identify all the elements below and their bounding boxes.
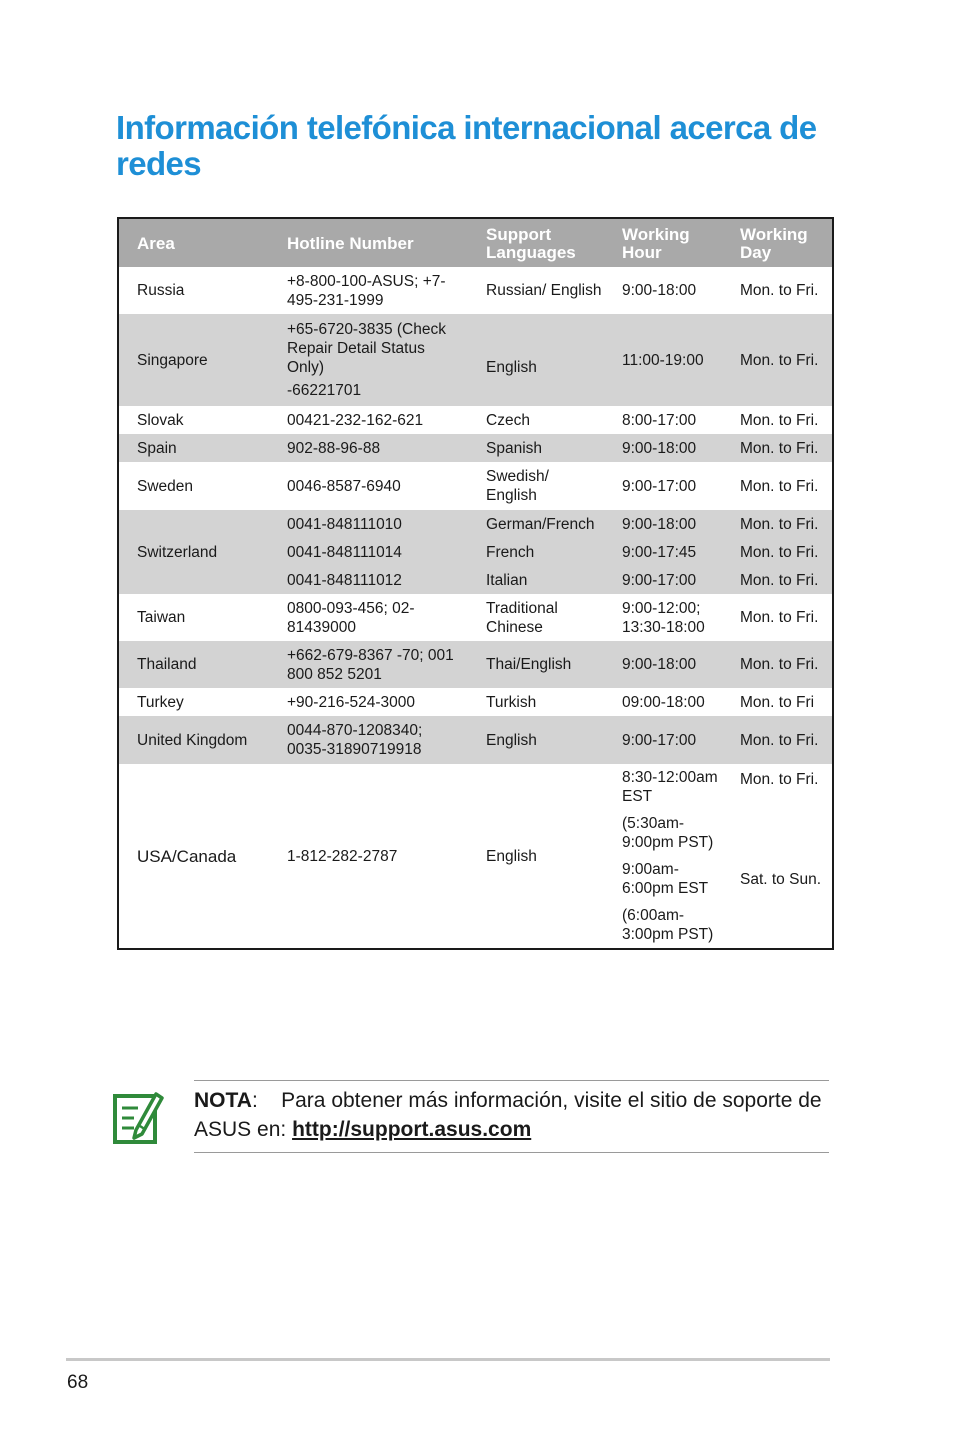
cell-hotline: 0041-848111014 bbox=[276, 538, 470, 566]
note-label: NOTA bbox=[194, 1089, 252, 1112]
cell-hotline: +90-216-524-3000 bbox=[287, 693, 415, 711]
table-row bbox=[119, 406, 832, 434]
cell-hour: 8:00-17:00 bbox=[622, 411, 697, 429]
cell-hotline: 1-812-282-2787 bbox=[287, 847, 398, 865]
cell-area: United Kingdom bbox=[119, 716, 276, 764]
note-colon: : bbox=[251, 1089, 258, 1112]
table-row bbox=[119, 267, 832, 314]
cell-language: English bbox=[470, 314, 608, 406]
table-row bbox=[119, 434, 832, 462]
cell-language: Thai/English bbox=[470, 641, 608, 688]
cell-language: Traditional Chinese bbox=[486, 599, 558, 636]
cell-day: Mon. to Fri bbox=[740, 693, 815, 711]
table-header-row bbox=[119, 219, 832, 267]
cell-day: Mon. to Fri. bbox=[740, 771, 819, 788]
page-number: 68 bbox=[67, 1372, 89, 1393]
cell-area: Turkey bbox=[137, 693, 184, 711]
cell-hour: 9:00-17:00 bbox=[608, 716, 728, 764]
table-row bbox=[119, 594, 832, 641]
cell-language: English bbox=[486, 847, 537, 865]
cell-hour: 9:00-18:00 bbox=[608, 510, 728, 538]
table-row bbox=[119, 764, 832, 810]
cell-area: Sweden bbox=[137, 477, 194, 495]
cell-hotline: +8-800-100-ASUS; +7-495-231-1999 bbox=[287, 272, 446, 309]
cell-area: Taiwan bbox=[137, 609, 186, 626]
cell-language: Russian/ English bbox=[486, 282, 602, 299]
cell-hotline: 0044-870-1208340; 0035-31890719918 bbox=[276, 716, 470, 764]
cell-hotline: 902-88-96-88 bbox=[276, 434, 470, 462]
cell-day: Sat. to Sun. bbox=[740, 871, 821, 888]
support-hotline-table bbox=[117, 217, 834, 950]
cell-hotline: +662-679-8367 -70; 001 800 852 5201 bbox=[276, 641, 470, 688]
cell-hotline bbox=[276, 314, 470, 406]
header-hour: Working Hour bbox=[608, 219, 728, 267]
header-hotline: Hotline Number bbox=[276, 219, 470, 267]
cell-hotline: 0041-848111010 bbox=[276, 510, 470, 538]
cell-area: Thailand bbox=[119, 641, 276, 688]
cell-area: Russia bbox=[137, 282, 185, 299]
cell-area: Switzerland bbox=[119, 510, 276, 594]
cell-hour: 9:00-18:00 bbox=[608, 434, 728, 462]
cell-language: German/French bbox=[470, 510, 608, 538]
note-pencil-icon bbox=[112, 1086, 164, 1146]
cell-day: Mon. to Fri. bbox=[728, 510, 832, 538]
header-area: Area bbox=[119, 219, 276, 267]
cell-language: Swedish/ English bbox=[486, 468, 549, 504]
cell-hour: 11:00-19:00 bbox=[608, 314, 728, 406]
cell-hour: 9:00-18:00 bbox=[622, 282, 697, 299]
cell-hour: 9:00am-6:00pm EST bbox=[622, 861, 709, 897]
cell-hotline: 0041-848111012 bbox=[276, 566, 470, 594]
table-row bbox=[119, 716, 832, 764]
table-row bbox=[119, 462, 832, 510]
cell-day: Mon. to Fri. bbox=[740, 282, 819, 299]
hotline-line: +65-6720-3835 (Check Repair Detail Status Only) bbox=[287, 321, 446, 376]
cell-area: USA/Canada bbox=[137, 846, 237, 866]
support-link[interactable]: http://support.asus.com bbox=[292, 1118, 532, 1141]
note-text: Para obtener más información, visite el sitio de soporte de ASUS en: bbox=[194, 1089, 822, 1141]
cell-hour: 9:00-17:00 bbox=[608, 566, 728, 594]
cell-language: Czech bbox=[486, 411, 530, 429]
cell-area: Spain bbox=[119, 434, 276, 462]
cell-hour: 9:00-18:00 bbox=[608, 641, 728, 688]
cell-hour: 9:00-17:00 bbox=[622, 477, 697, 495]
cell-language: Turkish bbox=[486, 693, 537, 711]
cell-hour: (6:00am-3:00pm PST) bbox=[622, 907, 714, 943]
cell-day: Mon. to Fri. bbox=[740, 411, 819, 429]
hotline-line: -66221701 bbox=[287, 382, 362, 399]
cell-day: Mon. to Fri. bbox=[728, 538, 832, 566]
cell-day: Mon. to Fri. bbox=[728, 641, 832, 688]
cell-language: Spanish bbox=[470, 434, 608, 462]
page-title: Información telefónica internacional acerca de redes bbox=[116, 109, 817, 182]
cell-day: Mon. to Fri. bbox=[728, 434, 832, 462]
note-text-box bbox=[194, 1080, 829, 1153]
cell-language: English bbox=[470, 716, 608, 764]
table-row bbox=[119, 314, 832, 406]
cell-hotline: 0046-8587-6940 bbox=[287, 477, 401, 495]
table-row bbox=[119, 510, 832, 538]
header-languages: Support Languages bbox=[470, 219, 608, 267]
cell-hour: 9:00-17:45 bbox=[608, 538, 728, 566]
cell-language: French bbox=[470, 538, 608, 566]
cell-day: Mon. to Fri. bbox=[728, 314, 832, 406]
table-row bbox=[119, 688, 832, 716]
cell-day: Mon. to Fri. bbox=[728, 716, 832, 764]
footer-rule bbox=[66, 1358, 830, 1361]
table-row bbox=[119, 641, 832, 688]
cell-hour: (5:30am-9:00pm PST) bbox=[622, 815, 714, 851]
cell-language: Italian bbox=[470, 566, 608, 594]
cell-hour: 9:00-12:00; 13:30-18:00 bbox=[622, 599, 705, 636]
cell-area: Slovak bbox=[137, 411, 184, 429]
cell-area: Singapore bbox=[119, 314, 276, 406]
cell-hour: 8:30-12:00am EST bbox=[622, 769, 718, 805]
header-day: Working Day bbox=[728, 219, 832, 267]
cell-day: Mon. to Fri. bbox=[728, 566, 832, 594]
cell-hotline: 0800-093-456; 02-81439000 bbox=[287, 599, 415, 636]
cell-day: Mon. to Fri. bbox=[740, 609, 819, 626]
cell-day: Mon. to Fri. bbox=[740, 477, 819, 495]
cell-hour: 09:00-18:00 bbox=[622, 693, 705, 711]
cell-hotline: 00421-232-162-621 bbox=[287, 411, 424, 429]
